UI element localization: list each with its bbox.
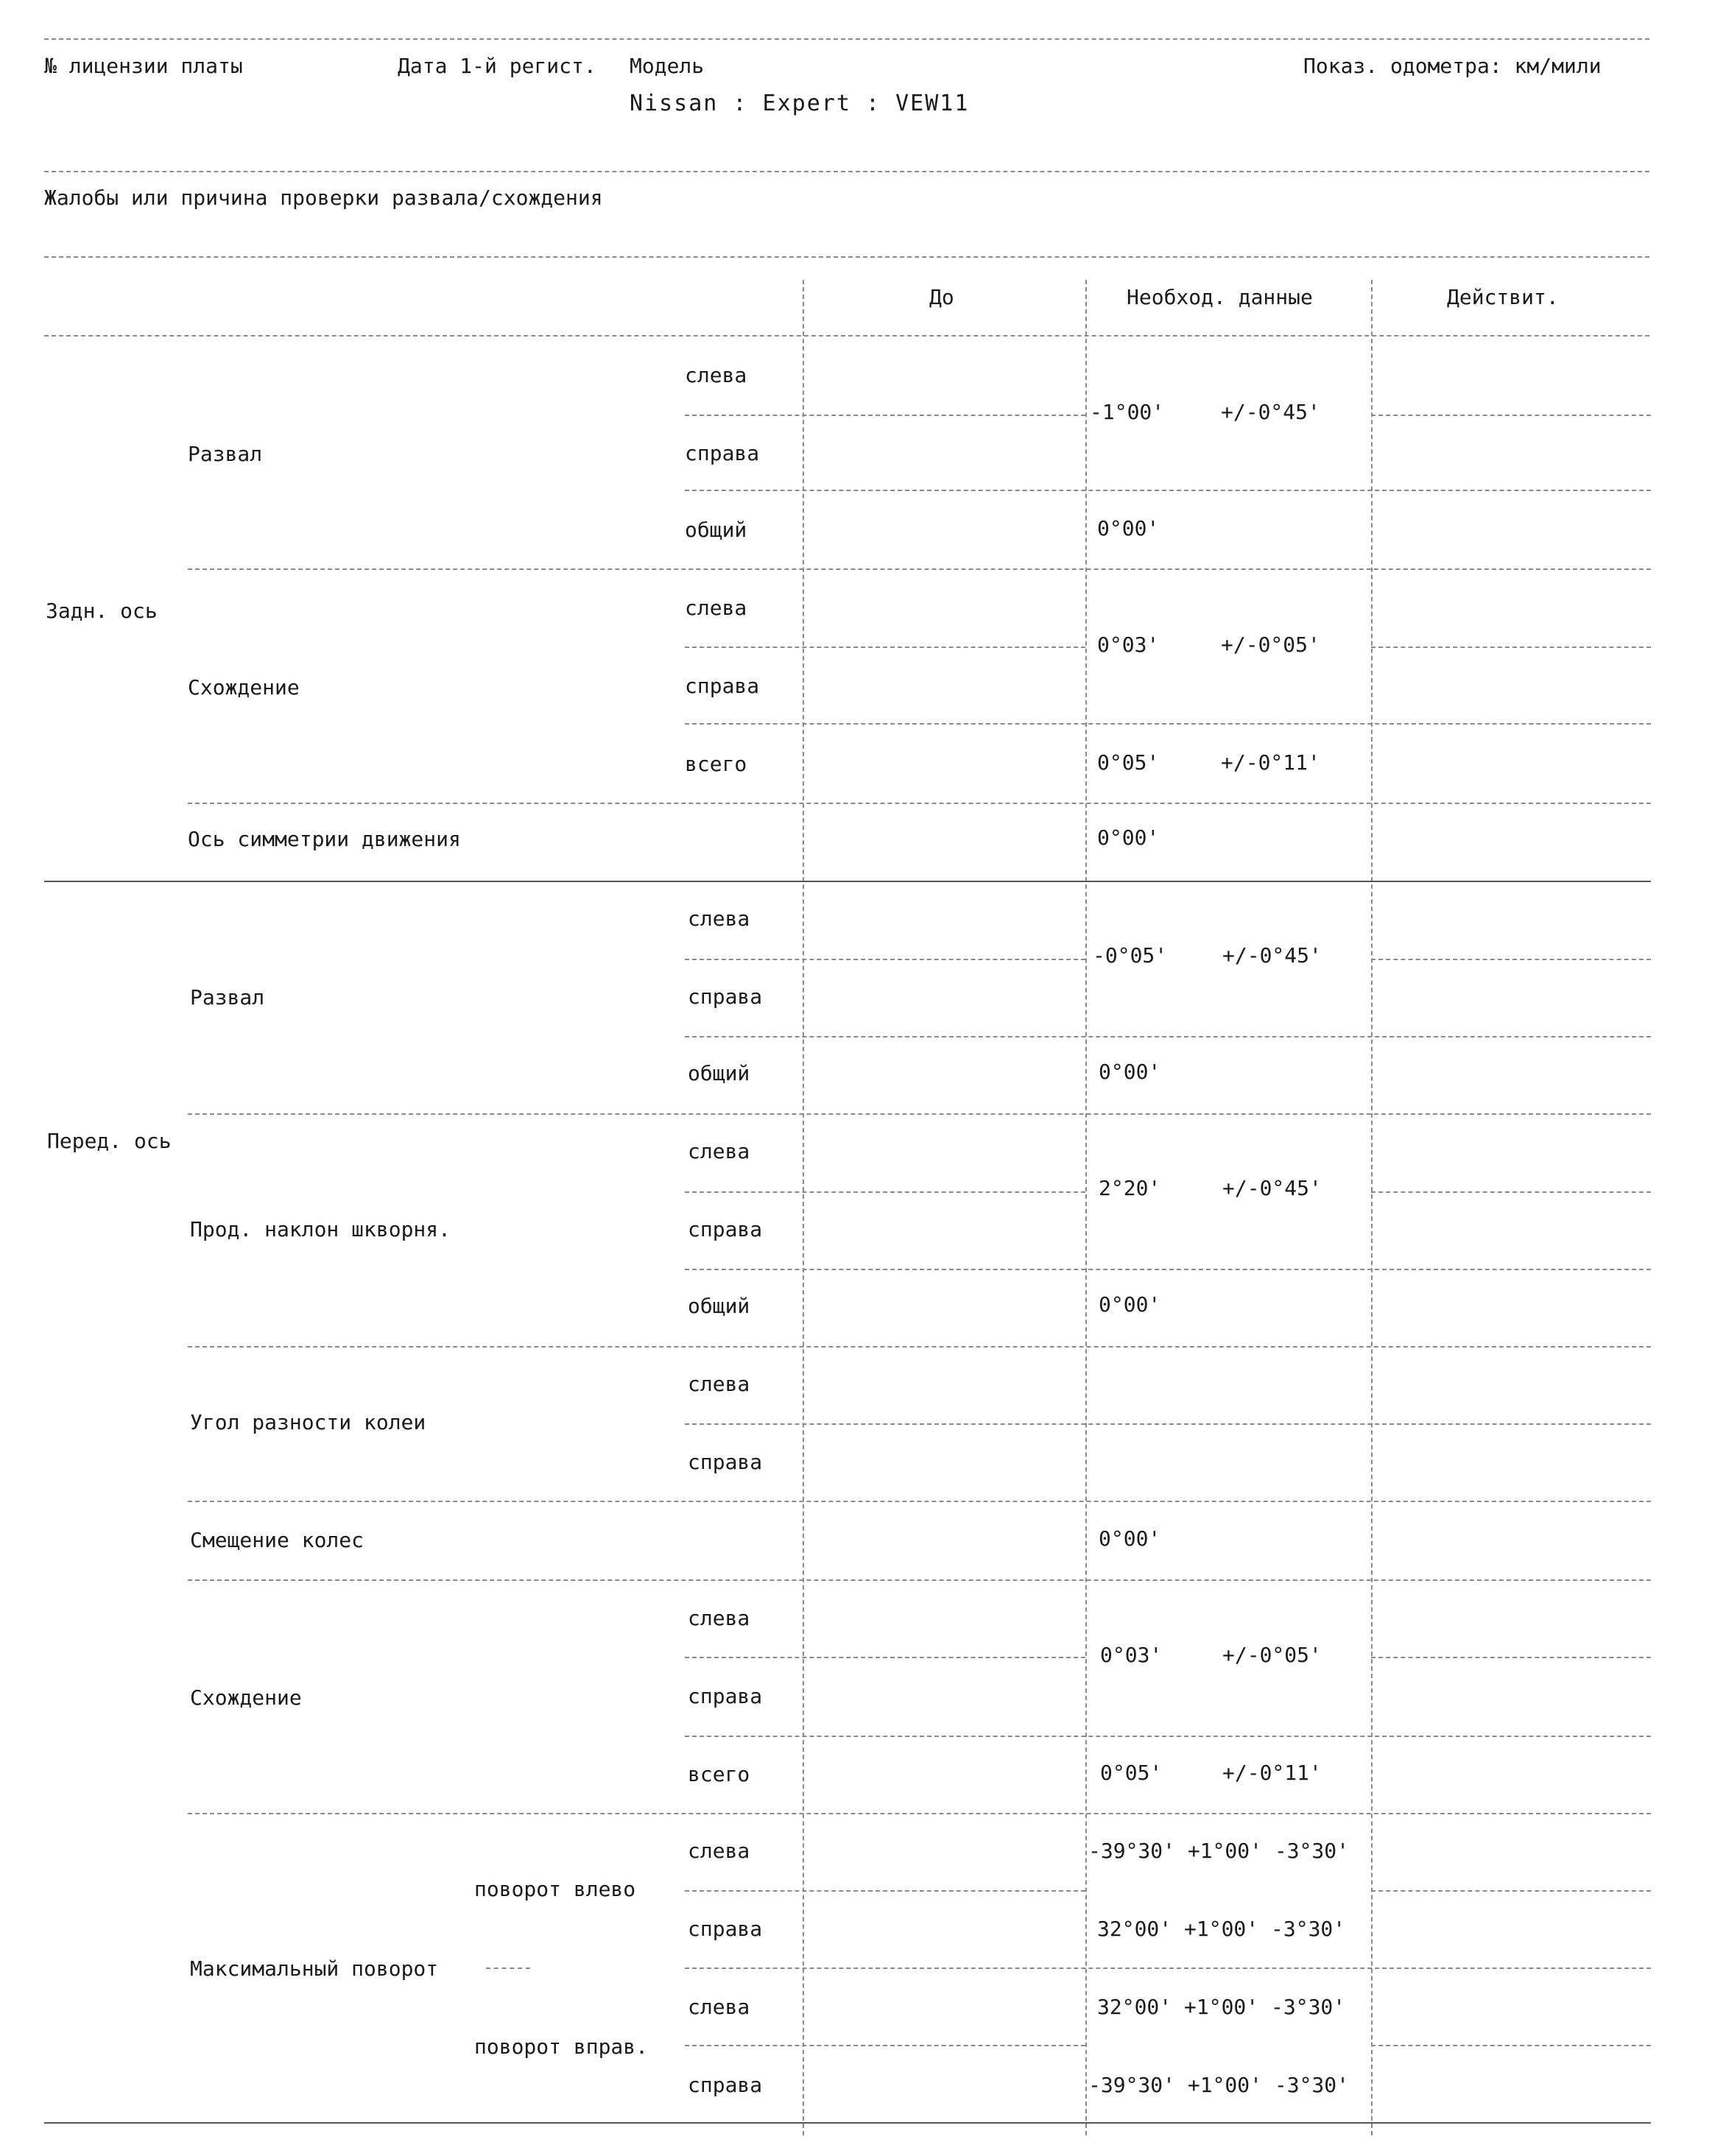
model-value: Nissan : Expert : VEW11 [630,91,970,116]
rear-camber-left: слева [685,363,747,387]
front-caster-total: общий [688,1294,750,1318]
front-max-steer-tl-right-value: 32°00' +1°00' -3°30' [1097,1917,1346,1941]
row-rule [685,2045,1085,2046]
model-label: Модель [630,54,705,78]
front-caster-label: Прод. наклон шкворня. [190,1217,451,1241]
plate-label: № лицензии платы [44,54,243,78]
rear-camber-label: Развал [188,442,263,466]
front-caster-spec-value: 2°20' [1099,1176,1161,1200]
front-toe-label: Схождение [190,1685,302,1710]
front-caster-right: справа [688,1217,763,1241]
row-rule [685,415,1085,416]
rear-thrust-value: 0°00' [1097,825,1160,850]
front-max-steer-tr-right-value: -39°30' +1°00' -3°30' [1088,2073,1350,2097]
row-rule [188,568,1651,570]
column-before-header: До [929,285,954,309]
row-rule [1371,2045,1651,2046]
row-rule [685,490,1651,491]
front-setback-label: Смещение колес [190,1528,364,1552]
row-rule [685,1036,1651,1038]
front-toe-total-value: 0°05' [1100,1761,1163,1785]
rear-toe-label: Схождение [188,675,300,700]
front-toe-diff-right: справа [688,1450,763,1474]
rear-toe-left: слева [685,596,747,620]
column-separator-before [803,280,804,2135]
front-camber-right: справа [688,984,763,1009]
front-max-steer-tl-left-value: -39°30' +1°00' -3°30' [1088,1839,1350,1863]
row-rule [685,1967,1651,1969]
row-rule [188,1346,1651,1348]
front-toe-left: слева [688,1606,750,1630]
row-rule [486,1967,530,1969]
column-required-header: Необход. данные [1127,285,1313,309]
rear-toe-spec-tolerance: +/-0°05' [1221,633,1320,657]
front-max-steer-label: Максимальный поворот [190,1956,439,1981]
row-rule [188,1501,1651,1502]
front-caster-total-value: 0°00' [1099,1292,1161,1317]
row-rule [1371,415,1651,416]
column-separator-required [1085,280,1087,2135]
odometer-label: Показ. одометра: км/мили [1303,54,1602,78]
row-rule [685,1890,1085,1892]
rear-axle-label: Задн. ось [46,599,158,623]
rear-toe-total: всего [685,752,747,776]
row-rule [188,1579,1651,1581]
front-max-steer-tl-left: слева [688,1839,750,1863]
front-camber-total: общий [688,1061,750,1085]
reg-date-label: Дата 1-й регист. [398,54,596,78]
front-camber-label: Развал [190,985,265,1010]
front-max-steer-tl-right: справа [688,1917,763,1941]
row-rule [1371,959,1651,960]
header-rule [44,171,1649,172]
front-max-steer-turn-left: поворот влево [474,1877,636,1901]
rear-toe-spec-value: 0°03' [1097,633,1160,657]
rear-camber-right: справа [685,441,760,465]
top-rule [44,38,1649,40]
column-actual-header: Действит. [1447,285,1559,309]
rear-toe-right: справа [685,674,760,698]
rear-thrust-label: Ось симметрии движения [188,827,461,851]
front-setback-value: 0°00' [1099,1526,1161,1551]
front-toe-diff-label: Угол разности колеи [190,1410,426,1434]
column-separator-actual [1371,280,1373,2135]
front-caster-left: слева [688,1139,750,1163]
row-rule [188,1113,1651,1115]
rear-camber-total: общий [685,518,747,542]
front-max-steer-turn-right: поворот вправ. [474,2035,649,2059]
row-rule [685,1657,1085,1658]
front-toe-total-tolerance: +/-0°11' [1222,1761,1322,1785]
rear-camber-spec-value: -1°00' [1090,400,1165,424]
front-camber-total-value: 0°00' [1099,1060,1161,1084]
row-rule [685,1423,1651,1425]
front-max-steer-tr-left: слева [688,1995,750,2019]
rear-toe-total-value: 0°05' [1097,750,1160,775]
rear-toe-total-tolerance: +/-0°11' [1221,750,1320,775]
row-rule [1371,1657,1651,1658]
front-toe-diff-left: слева [688,1372,750,1396]
rear-camber-total-value: 0°00' [1097,516,1160,540]
row-rule [1371,1191,1651,1193]
front-camber-spec-tolerance: +/-0°45' [1222,943,1322,968]
axle-divider [44,881,1651,882]
front-max-steer-tr-left-value: 32°00' +1°00' -3°30' [1097,1995,1346,2019]
row-rule [188,803,1651,804]
row-rule [188,1813,1651,1814]
row-rule [685,1736,1651,1737]
front-toe-spec-tolerance: +/-0°05' [1222,1643,1322,1667]
front-camber-spec-value: -0°05' [1093,943,1168,968]
row-rule [685,647,1085,648]
front-max-steer-tr-right: справа [688,2073,763,2097]
front-toe-right: справа [688,1684,763,1708]
row-rule [1371,647,1651,648]
row-rule [685,1191,1085,1193]
complaints-rule [44,256,1649,258]
front-caster-spec-tolerance: +/-0°45' [1222,1176,1322,1200]
row-rule [685,1269,1651,1270]
row-rule [685,723,1651,725]
front-toe-total: всего [688,1762,750,1786]
column-header-rule [44,335,1649,337]
row-rule [685,959,1085,960]
row-rule [1371,1890,1651,1892]
front-toe-spec-value: 0°03' [1100,1643,1163,1667]
front-axle-label: Перед. ось [47,1129,172,1153]
bottom-rule [44,2122,1651,2124]
rear-camber-spec-tolerance: +/-0°45' [1221,400,1320,424]
front-camber-left: слева [688,906,750,931]
complaints-label: Жалобы или причина проверки развала/схождения [44,186,603,210]
